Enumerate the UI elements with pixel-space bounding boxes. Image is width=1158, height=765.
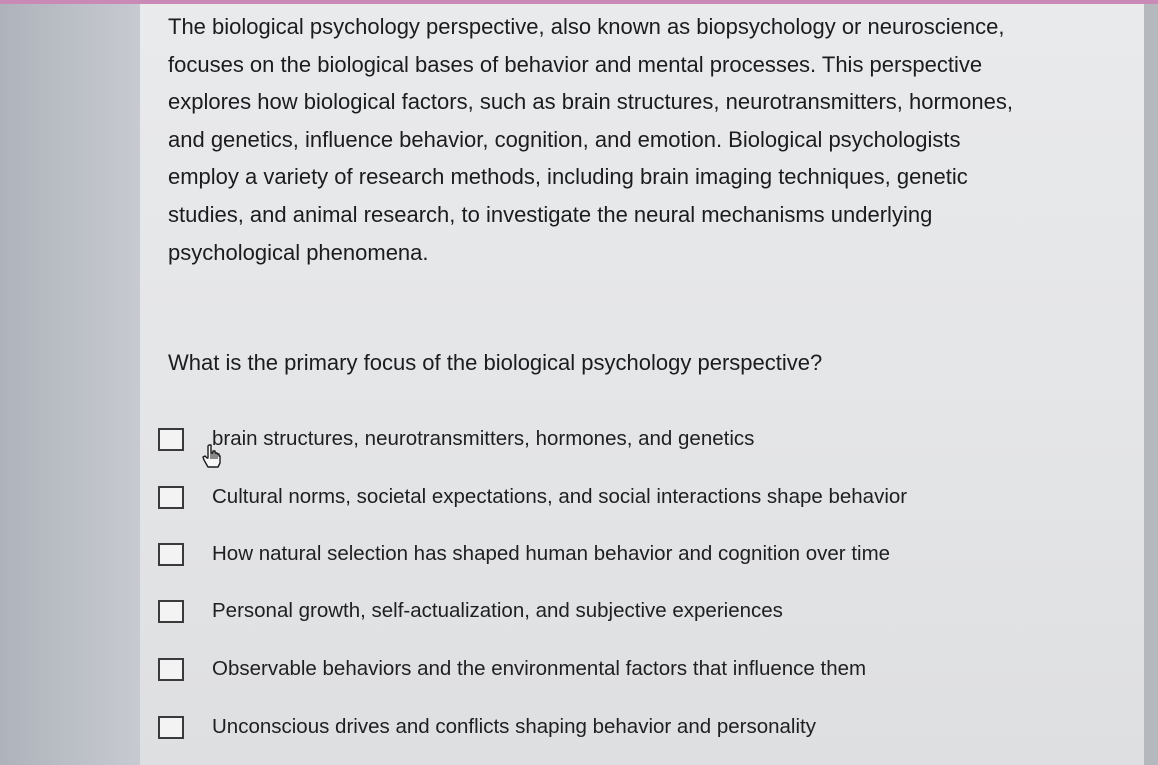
option-3-checkbox[interactable]: [158, 543, 184, 566]
option-6-checkbox[interactable]: [158, 716, 184, 739]
option-2[interactable]: [158, 479, 1038, 515]
reading-passage: The biological psychology perspective, also known as biopsychology or neuroscience, focuses on the biological bases of behavior and mental processes. This perspective explores how biological factors, such as brain structures, neurotransmitters, hormones, and genetics, influence behavior, cognition, and emotion. Biological psychologists employ a variety of research methods, including brain imaging techniques, genetic studies, and animal research, to investigate the neural mechanisms underlying psychological phenomena.: [168, 14, 1013, 265]
option-6[interactable]: [158, 709, 1038, 745]
option-5-checkbox[interactable]: [158, 658, 184, 681]
option-4[interactable]: [158, 593, 1038, 629]
option-5[interactable]: [158, 651, 1038, 687]
option-4-checkbox[interactable]: [158, 600, 184, 623]
option-6-label[interactable]: Unconscious drives and conflicts shaping behavior and personality: [212, 715, 816, 738]
option-4-label[interactable]: Personal growth, self-actualization, and subjective experiences: [212, 599, 783, 622]
option-3-label[interactable]: How natural selection has shaped human behavior and cognition over time: [212, 542, 891, 565]
option-5-label[interactable]: Observable behaviors and the environmental factors that influence them: [212, 657, 867, 680]
option-1-label[interactable]: brain structures, neurotransmitters, hormones, and genetics: [212, 427, 755, 450]
option-2-checkbox[interactable]: [158, 486, 184, 509]
option-1[interactable]: [158, 421, 1038, 457]
option-3[interactable]: [158, 536, 1038, 572]
option-2-label[interactable]: Cultural norms, societal expectations, and social interactions shape behavior: [212, 485, 908, 508]
option-1-checkbox[interactable]: [158, 428, 184, 451]
hand-pointer-icon: [200, 443, 224, 469]
question-prompt: What is the primary focus of the biological psychology perspective?: [168, 350, 823, 375]
